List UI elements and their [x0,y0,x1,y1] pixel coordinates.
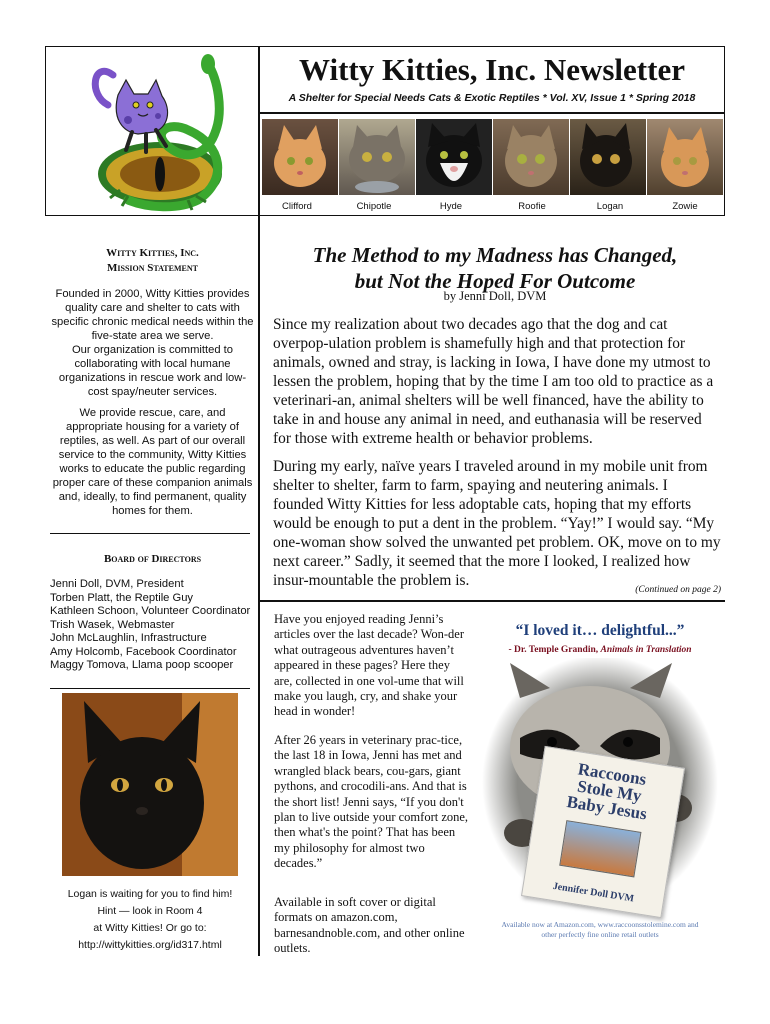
mission-heading: Witty Kitties, Inc. Mission Statement [106,247,199,274]
board-member: Maggy Tomova, Llama poop scooper [50,659,234,671]
book-author: Jennifer Doll DVM [552,880,635,905]
logan-caption: Logan is waiting for you to find him! Hint — look in Room 4 at Witty Kitties! Or go to: http://wittykitties.org/id317.html [67,888,233,951]
book-title: Raccoons Stole My Baby Jesus [565,759,649,824]
article-paragraph: During my early, naïve years I traveled around in my mobile unit from shelter to shelter, farm to farm, spaying and neutering animals. I founded Witty Kitties for less adoptable cats, hoping that my efforts would be enough to put a dent in the problem. “Yay!” I would say. “My one-woman show solved the unwanted pet problem. OK, move on to my next career.” Sadly, it seemed that the more I looked, I realized how insur-mountable the problem is. [273,458,721,589]
cat-photo-zowie [647,119,723,195]
article-byline: by Jenni Doll, DVM [443,289,547,303]
board-heading: Board of Directors [103,553,202,565]
newsletter-subtitle: A Shelter for Special Needs Cats & Exotic Reptiles * Vol. XV, Issue 1 * Spring 2018 [288,92,696,104]
cat-name-hyde: Hyde [439,201,463,212]
article-rule [259,600,725,602]
cat-photo-clifford [262,119,338,195]
book-cover-art [480,658,720,916]
cat-name-clifford: Clifford [282,201,312,212]
board-list [50,578,255,673]
board-member: Trish Wasek, Webmaster [50,618,175,631]
board-member: Jenni Doll, DVM, President [50,578,184,590]
cat-name-zowie: Zowie [672,201,698,212]
cat-name-chipotle: Chipotle [356,201,392,212]
continued-note: (Continued on page 2) [635,585,721,595]
newsletter-title: Witty Kitties, Inc. Newsletter [299,52,685,87]
article-title: The Method to my Madness has Changed, but Not the Hoped For Outcome [312,243,678,293]
book-cover [521,746,685,918]
cat-photo-hyde [416,119,492,195]
book-quote-attribution: - Dr. Temple Grandin, Animals in Translation [508,645,692,655]
column-divider [258,216,260,956]
promo-paragraph: After 26 years in veterinary prac-tice, the last 18 in Iowa, Jenni has met and wrangled black bears, cou-gars, giant pythons, and crocodili-ans. And that is the short list! Jenni says, “If you don't plan to live outside your comfort zone, then what's the point? That has been my philosophy for almost two decades.” [274,733,469,871]
cat-photo-roofie [493,119,569,195]
book-quote: “I loved it… delightful...” [515,622,685,639]
logan-photo [62,693,238,876]
sidebar-rule [50,688,250,689]
availability-note: Available now at Amazon.com, www.raccoonsstolemine.com and other perfectly fine online retail outlets [501,920,699,939]
article-paragraph: Since my realization about two decades ago that the dog and cat overpop-ulation problem is shamefully high and that protection for animals, owned and stray, is lacking in Iowa, I have done my utmost to lessen the problem, hoping that by the time I am too old to practice as a veterinari-an, animal shelters will be well financed, have the ability to take in and house any animal in need, and euthanasia will be reserved for those with extreme health or behavior problems. [273,316,714,447]
book-illustration [559,820,641,877]
promo-paragraph: Have you enjoyed reading Jenni’s articles over the last decade? Won-der what outrageous adventures haven’t appeared in these pages? Here they are, collected in one vol-ume that will make you laugh, cry, and shake your head in wonder! [274,612,464,719]
header-divider [258,46,260,216]
witty-kitties-logo [48,50,256,212]
promo-paragraph: Available in soft cover or digital formats on amazon.com, barnesandnoble.com, and other online outlets. [274,895,465,956]
cat-name-logan: Logan [596,201,624,212]
title-rule [259,112,725,114]
mission-paragraph: We provide rescue, care, and appropriate housing for a variety of reptiles, as well. As part of our overall service to the community, Witty Kitties works to educate the public regarding proper care of these companion animals and, ideally, to find permanent, quality homes for them. [52,407,253,517]
cat-name-roofie: Roofie [518,201,546,212]
cat-photo-chipotle [339,119,415,195]
sidebar-rule [50,533,250,534]
board-member: Kathleen Schoon, Volunteer Coordinator [50,605,251,617]
cat-photo-logan [570,119,646,195]
board-member: Amy Holcomb, Facebook Coordinator [50,645,237,658]
mission-paragraph: Founded in 2000, Witty Kitties provides quality care and shelter to cats with specific chronic medical needs within the five-state area we serve. Our organization is committed to collaborating with local humane organizations in rescue work and low-cost spay/neuter services. [51,288,254,398]
board-member: John McLaughlin, Infrastructure [50,632,207,644]
board-member: Torben Platt, the Reptile Guy [50,591,194,604]
